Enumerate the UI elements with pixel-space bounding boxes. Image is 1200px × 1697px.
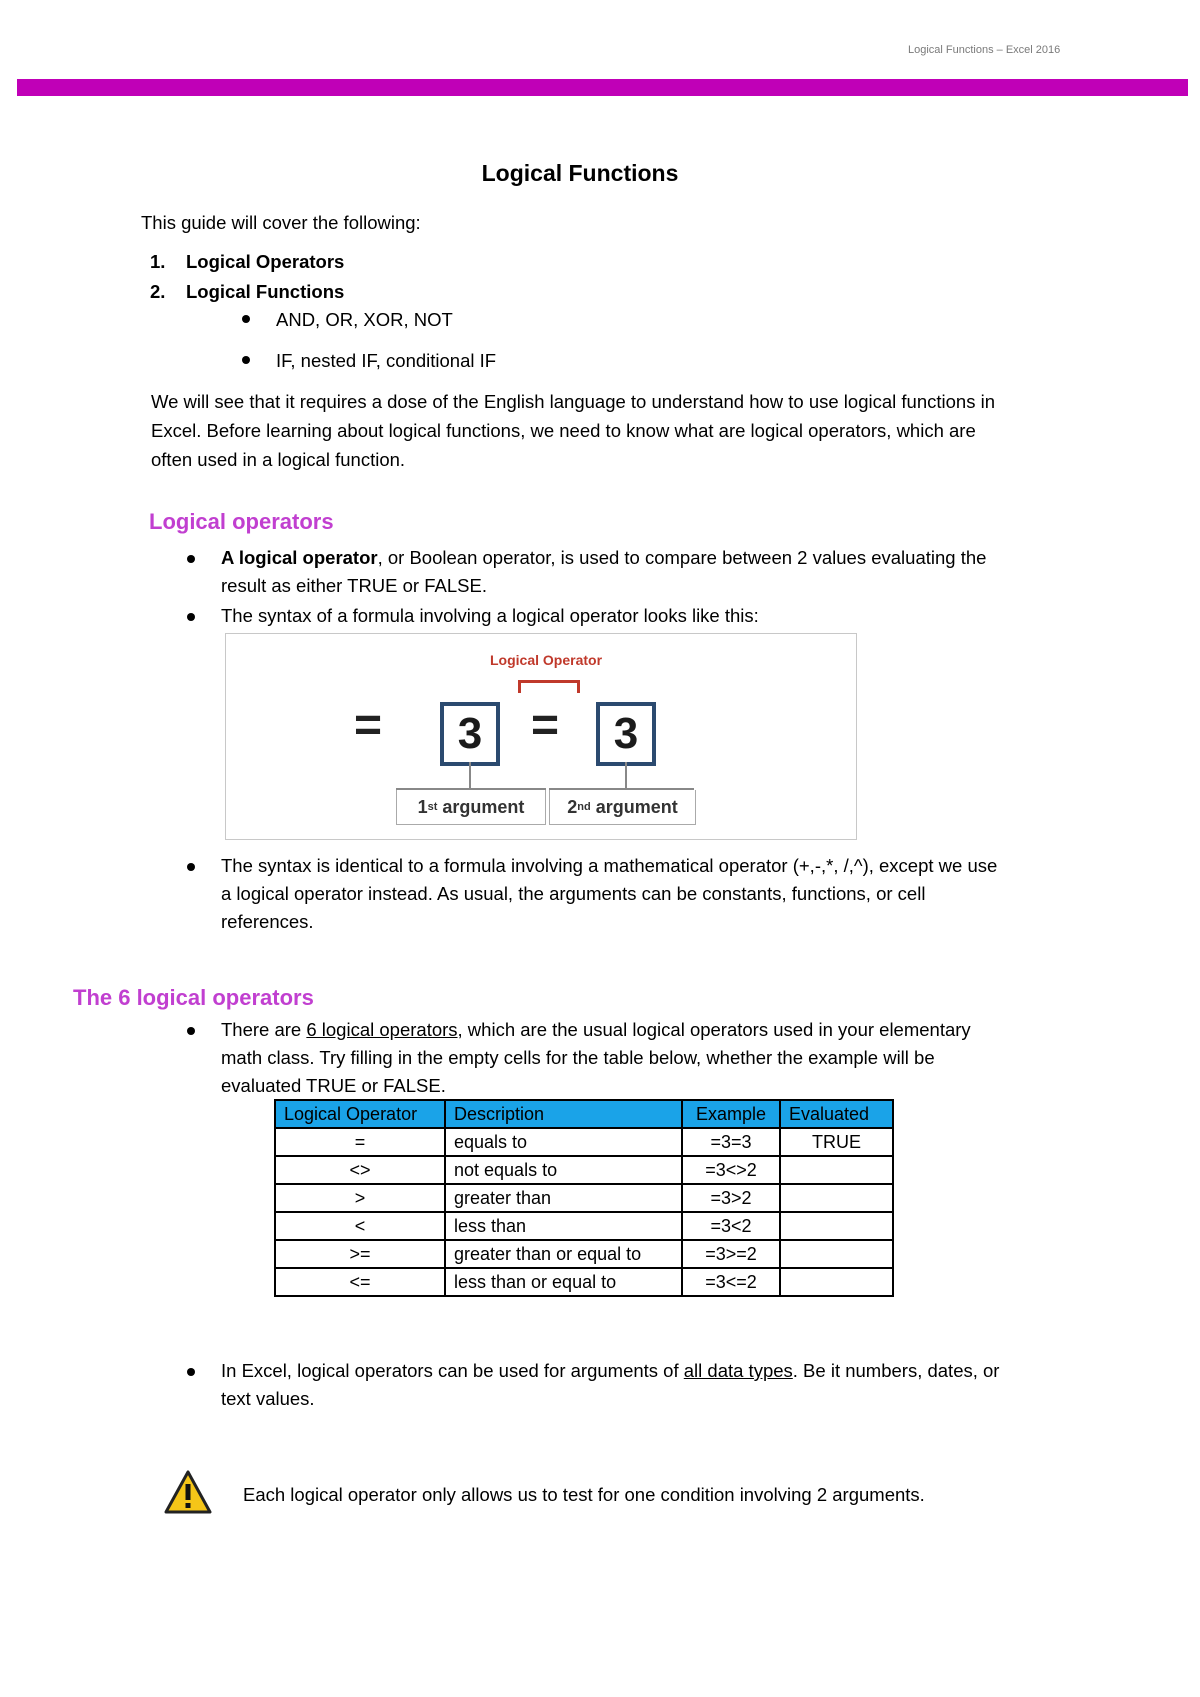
header-description: Description <box>445 1100 682 1128</box>
description-cell: equals to <box>445 1128 682 1156</box>
operator-cell: <> <box>275 1156 445 1184</box>
list-item <box>150 251 344 273</box>
bullet-text <box>221 1016 1087 1044</box>
operator-cell: >= <box>275 1240 445 1268</box>
example-cell: =3>=2 <box>682 1240 780 1268</box>
table-row <box>275 1212 893 1240</box>
connector-line <box>625 762 627 788</box>
header-logical-operator: Logical Operator <box>275 1100 445 1128</box>
operators-table <box>274 1099 894 1297</box>
bullet-text <box>221 1357 1087 1385</box>
arg-num: 1 <box>417 796 428 817</box>
header-example: Example <box>682 1100 780 1128</box>
description-cell: less than <box>445 1212 682 1240</box>
text-run: There are <box>221 1019 307 1040</box>
evaluated-cell[interactable]: TRUE <box>780 1128 893 1156</box>
evaluated-cell[interactable] <box>780 1268 893 1296</box>
arg-num: 2 <box>567 796 578 817</box>
example-cell: =3<>2 <box>682 1156 780 1184</box>
sub-list-label: IF, nested IF, conditional IF <box>276 350 497 371</box>
list-label: Logical Operators <box>186 251 345 272</box>
bullet-icon <box>187 555 195 563</box>
paragraph-line: often used in a logical function. <box>151 449 406 470</box>
evaluated-cell[interactable] <box>780 1212 893 1240</box>
table-row <box>275 1240 893 1268</box>
arg-word: argument <box>437 796 525 817</box>
text-run: In Excel, logical operators can be used for arguments of <box>221 1360 684 1381</box>
list-item <box>150 281 344 303</box>
description-cell: less than or equal to <box>445 1268 682 1296</box>
arg-word: argument <box>590 796 678 817</box>
table-row <box>275 1156 893 1184</box>
bullet-text-line3: references. <box>221 911 314 932</box>
table-header-row <box>275 1100 893 1128</box>
arg-sup: nd <box>577 801 591 813</box>
bullet-text-line2: a logical operator instead. As usual, the arguments can be constants, functions, or cell <box>221 883 926 904</box>
bullet-text-rest: , or Boolean operator, is used to compare between 2 values evaluating the <box>377 547 987 568</box>
bullet-text-line2: text values. <box>221 1388 315 1409</box>
second-argument-label <box>549 790 696 825</box>
operator-sign: = <box>531 699 560 752</box>
running-header: Logical Functions – Excel 2016 <box>908 44 1061 56</box>
warning-text: Each logical operator only allows us to test for one condition involving 2 arguments. <box>243 1484 925 1505</box>
connector-line <box>469 762 471 788</box>
header-bar <box>17 79 1188 96</box>
bullet-item <box>187 544 1087 600</box>
bullet-text <box>221 544 1087 572</box>
table-row <box>275 1184 893 1212</box>
warning-icon <box>163 1469 213 1515</box>
operator-cell: = <box>275 1128 445 1156</box>
first-argument-label <box>396 790 546 825</box>
description-cell: greater than <box>445 1184 682 1212</box>
table-row <box>275 1268 893 1296</box>
operator-cell: > <box>275 1184 445 1212</box>
bullet-text-line3: evaluated TRUE or FALSE. <box>221 1075 446 1096</box>
table-row <box>275 1128 893 1156</box>
bold-term: A logical operator <box>221 547 378 568</box>
bullet-text: The syntax is identical to a formula involving a mathematical operator (+,-,*, /,^), except we use <box>221 855 998 876</box>
operator-cell: <= <box>275 1268 445 1296</box>
syntax-figure <box>225 633 857 840</box>
operator-bracket <box>518 680 580 693</box>
underlined-term: 6 logical operators <box>306 1019 458 1040</box>
example-cell: =3=3 <box>682 1128 780 1156</box>
bullet-text: The syntax of a formula involving a logical operator looks like this: <box>221 605 759 626</box>
example-cell: =3>2 <box>682 1184 780 1212</box>
example-cell: =3<2 <box>682 1212 780 1240</box>
sub-list-item <box>242 350 496 372</box>
bullet-item <box>187 852 1087 936</box>
bullet-text-line2: result as either TRUE or FALSE. <box>221 575 487 596</box>
description-cell: not equals to <box>445 1156 682 1184</box>
sub-list-item <box>242 309 453 331</box>
text-run: , which are the usual logical operators used in your elementary <box>457 1019 971 1040</box>
bullet-item <box>187 1357 1087 1413</box>
bullet-icon <box>242 315 250 323</box>
evaluated-cell[interactable] <box>780 1156 893 1184</box>
sub-list-label: AND, OR, XOR, NOT <box>276 309 453 330</box>
figure-operator-label: Logical Operator <box>490 652 603 668</box>
intro-paragraph <box>151 387 1091 474</box>
paragraph-line: We will see that it requires a dose of the English language to understand how to use logical functions in <box>151 391 995 412</box>
bullet-icon <box>187 863 195 871</box>
evaluated-cell[interactable] <box>780 1184 893 1212</box>
section-heading-six-operators: The 6 logical operators <box>73 985 314 1010</box>
page-title: Logical Functions <box>481 160 679 186</box>
bullet-icon <box>242 356 250 364</box>
bullet-text-line2: math class. Try filling in the empty cells for the table below, whether the example will be <box>221 1047 935 1068</box>
section-heading-logical-operators: Logical operators <box>149 509 334 534</box>
bullet-icon <box>187 1368 195 1376</box>
bullet-icon <box>187 1027 195 1035</box>
list-number: 2. <box>150 281 166 302</box>
intro-text: This guide will cover the following: <box>141 212 421 233</box>
operator-cell: < <box>275 1212 445 1240</box>
header-evaluated: Evaluated <box>780 1100 893 1128</box>
second-argument-box: 3 <box>596 702 656 766</box>
bullet-item <box>187 1016 1087 1100</box>
paragraph-line: Excel. Before learning about logical functions, we need to know what are logical operators, which are <box>151 420 976 441</box>
list-label: Logical Functions <box>186 281 345 302</box>
first-argument-box: 3 <box>440 702 500 766</box>
text-run: . Be it numbers, dates, or <box>792 1360 1000 1381</box>
example-cell: =3<=2 <box>682 1268 780 1296</box>
arg-sup: st <box>427 801 438 813</box>
list-number: 1. <box>150 251 166 272</box>
bullet-item <box>187 602 1087 630</box>
underlined-term: all data types <box>683 1360 793 1381</box>
description-cell: greater than or equal to <box>445 1240 682 1268</box>
evaluated-cell[interactable] <box>780 1240 893 1268</box>
bullet-icon <box>187 613 195 621</box>
leading-equals: = <box>354 699 383 752</box>
